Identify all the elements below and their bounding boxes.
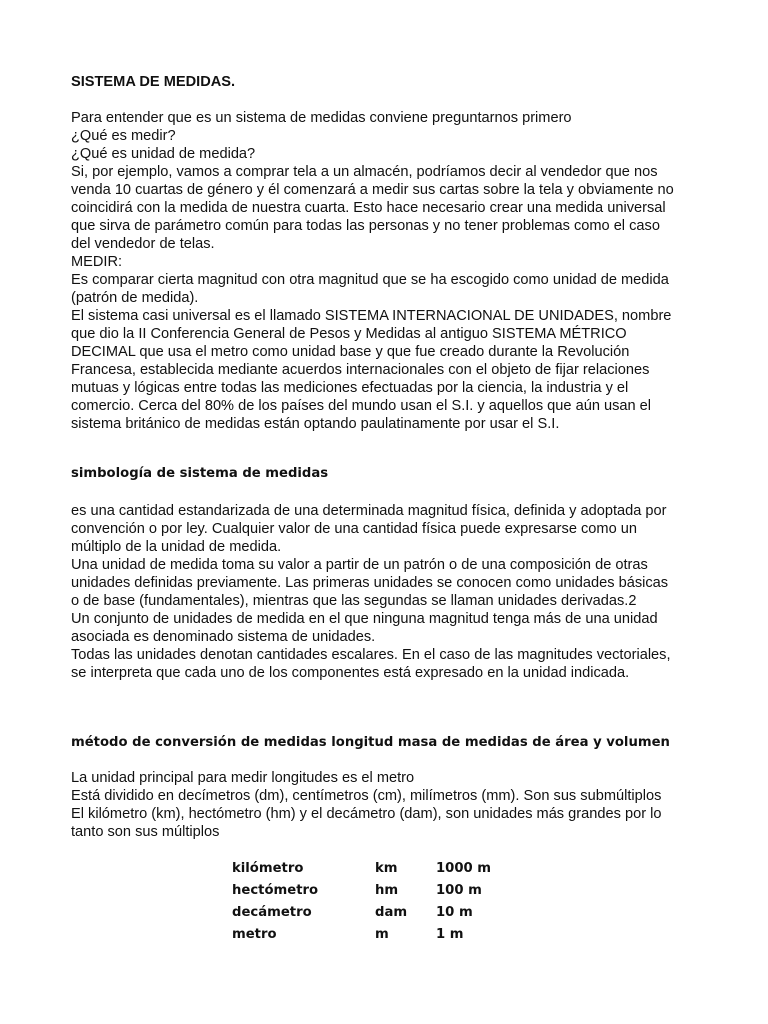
conversion-section [71, 769, 701, 841]
paragraph-line: convención o por ley. Cualquier valor de una cantidad física puede expresarse como un [71, 521, 637, 537]
paragraph-line: DECIMAL que usa el metro como unidad base y que fue creado durante la Revolución [71, 344, 630, 360]
intro-section [71, 109, 701, 433]
unit-name-cell: hectómetro [232, 883, 319, 898]
paragraph-line: del vendedor de telas. [71, 236, 215, 252]
unit-value-cell: 1000 m [436, 861, 492, 876]
paragraph-line: tanto son sus múltiplos [71, 824, 220, 840]
paragraph-line: Es comparar cierta magnitud con otra magnitud que se ha escogido como unidad de medida [71, 272, 669, 288]
paragraph-line: coincidirá con la medida de nuestra cuarta. Esto hace necesario crear una medida universal [71, 200, 666, 216]
paragraph-line: La unidad principal para medir longitudes es el metro [71, 770, 415, 786]
table-row [230, 902, 516, 924]
paragraph-line: ¿Qué es unidad de medida? [71, 146, 256, 162]
paragraph-line: asociada es denominado sistema de unidades. [71, 629, 376, 645]
paragraph-line: venda 10 cuartas de género y él comenzará a medir sus cartas sobre la tela y obviamente no [71, 182, 674, 198]
unit-symbol-cell: dam [375, 905, 408, 920]
paragraph-line: MEDIR: [71, 254, 123, 270]
paragraph-line: El sistema casi universal es el llamado SISTEMA INTERNACIONAL DE UNIDADES, nombre [71, 308, 672, 324]
paragraph-line: que dio la II Conferencia General de Pesos y Medidas al antiguo SISTEMA MÉTRICO [71, 326, 627, 342]
unit-value-cell: 100 m [436, 883, 482, 898]
unit-name-cell: metro [232, 927, 277, 942]
unit-symbol-cell: m [375, 927, 389, 942]
paragraph-line: unidades definidas previamente. Las primeras unidades se conocen como unidades básicas [71, 575, 669, 591]
unit-symbol-cell: km [375, 861, 398, 876]
paragraph-line: Un conjunto de unidades de medida en el que ninguna magnitud tenga más de una unidad [71, 611, 658, 627]
table-row [230, 880, 516, 902]
table-row [230, 858, 516, 880]
section-heading-conversion: método de conversión de medidas longitud masa de medidas de área y volumen [71, 735, 670, 750]
paragraph-line: Está dividido en decímetros (dm), centímetros (cm), milímetros (mm). Son sus submúltiplos [71, 788, 662, 804]
paragraph-line: múltiplo de la unidad de medida. [71, 539, 282, 555]
paragraph-line: ¿Qué es medir? [71, 128, 176, 144]
paragraph-line: mutuas y lógicas entre todas las mediciones efectuadas por la ciencia, la industria y el [71, 380, 629, 396]
paragraph-line: (patrón de medida). [71, 290, 199, 306]
paragraph-line: El kilómetro (km), hectómetro (hm) y el decámetro (dam), son unidades más grandes por lo [71, 806, 662, 822]
document-title: SISTEMA DE MEDIDAS. [71, 74, 236, 90]
paragraph-line: Una unidad de medida toma su valor a partir de un patrón o de una composición de otras [71, 557, 648, 573]
table-row [230, 924, 516, 946]
unit-value-cell: 1 m [436, 927, 464, 942]
paragraph-line: o de base (fundamentales), mientras que las segundas se llaman unidades derivadas.2 [71, 593, 637, 609]
paragraph-line: sistema británico de medidas están optando paulatinamente por usar el S.I. [71, 416, 560, 432]
paragraph-line: Todas las unidades denotan cantidades escalares. En el caso de las magnitudes vectoriales, [71, 647, 671, 663]
length-units-table [230, 858, 516, 946]
paragraph-line: comercio. Cerca del 80% de los países del mundo usan el S.I. y aquellos que aún usan el [71, 398, 652, 414]
paragraph-line: Francesa, establecida mediante acuerdos internacionales con el objeto de fijar relaciones [71, 362, 650, 378]
unit-name-cell: decámetro [232, 905, 312, 920]
paragraph-line: que sirva de parámetro común para todas las personas y no tener problemas como el caso [71, 218, 660, 234]
section-heading-symbology: simbología de sistema de medidas [71, 466, 329, 481]
paragraph-line: es una cantidad estandarizada de una determinada magnitud física, definida y adoptada por [71, 503, 667, 519]
unit-name-cell: kilómetro [232, 861, 304, 876]
symbology-section [71, 502, 701, 682]
paragraph-line: se interpreta que cada uno de los componentes está expresado en la unidad indicada. [71, 665, 630, 681]
paragraph-line: Si, por ejemplo, vamos a comprar tela a un almacén, podríamos decir al vendedor que nos [71, 164, 658, 180]
paragraph-line: Para entender que es un sistema de medidas conviene preguntarnos primero [71, 110, 572, 126]
unit-value-cell: 10 m [436, 905, 473, 920]
unit-symbol-cell: hm [375, 883, 399, 898]
